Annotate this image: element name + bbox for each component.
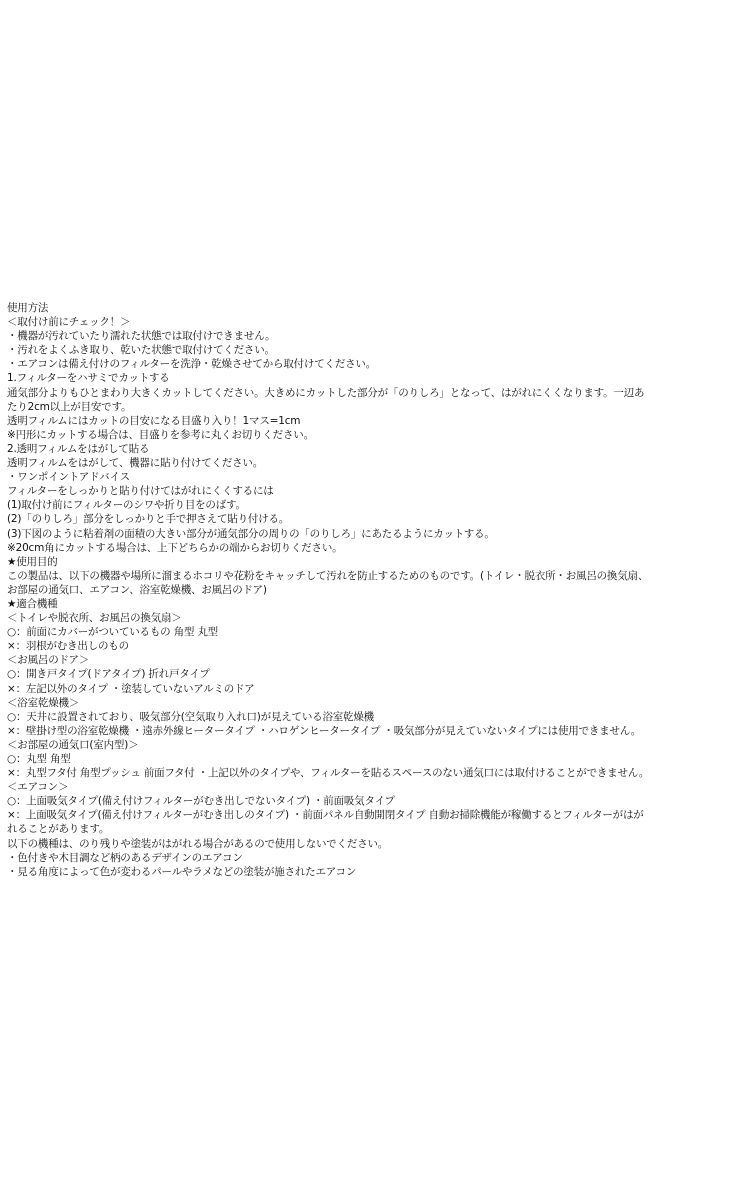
section-heading-compatible: ★適合機種 [7, 597, 58, 610]
step-heading: 1.フィルターをハサミでカットする [7, 372, 170, 385]
incompatible-item: ×：壁掛け型の浴室乾燥機 ・遠赤外線ヒータータイプ ・ハロゲンヒータータイプ ・吸気部分が見えていないタイプには使用できません。 [7, 724, 642, 737]
advice-text: フィルターをしっかりと貼り付けてはがれにくくするには [7, 485, 274, 498]
note-text: ※20cm角にカットする場合は、上下どちらかの端からお切りください。 [7, 541, 343, 554]
step-heading: 2.透明フィルムをはがして貼る [7, 442, 150, 455]
precheck-item: ・エアコンは備え付けのフィルターを洗浄・乾燥させてから取付けてください。 [7, 358, 377, 371]
instructions-document [7, 301, 650, 879]
section-heading-precheck: ＜取付け前にチェック！＞ [7, 316, 131, 329]
incompatible-item: ×：上面吸気タイプ(備え付けフィルターがむき出しのタイプ) ・前面パネル自動開閉タイプ 自動お掃除機能が稼働するとフィルターがはがれることがあります。 [7, 809, 644, 836]
warning-text: 以下の機種は、のり残りや塗装がはがれる場合があるので使用しないでください。 [7, 837, 389, 850]
doc-heading: 使用方法 [7, 302, 49, 314]
category-heading: ＜浴室乾燥機＞ [7, 696, 80, 709]
advice-item: (1)取付け前にフィルターのシワや折り目をのばす。 [7, 499, 246, 512]
compatible-item: ○：天井に設置されており、吸気部分(空気取り入れ口)が見えている浴室乾燥機 [7, 710, 374, 723]
compatible-item: ○：丸型 角型 [7, 753, 71, 765]
advice-item: (3)下図のように粘着剤の面積の大きい部分が通気部分の周りの「のりしろ」にあたるようにカットする。 [7, 527, 495, 540]
compatible-item: ○：上面吸気タイプ(備え付けフィルターがむき出しでないタイプ) ・前面吸気タイプ [7, 795, 395, 808]
warning-item: ・色付きや木目調など柄のあるデザインのエアコン [7, 851, 243, 864]
advice-item: (2)「のりしろ」部分をしっかりと手で押さえて貼り付ける。 [7, 513, 290, 526]
advice-heading: ・ワンポイントアドバイス [7, 471, 130, 484]
step-text: 透明フィルムをはがして、機器に貼り付けてください。 [7, 457, 264, 470]
step-text: 透明フィルムにはカットの目安になる目盛り入り！1マス=1cm [7, 414, 301, 427]
warning-item: ・見る角度によって色が変わるパールやラメなどの塗装が施されたエアコン [7, 865, 357, 878]
purpose-text: この製品は、以下の機器や場所に溜まるホコリや花粉をキャッチして汚れを防止するためのものです。(トイレ・脱衣所・お風呂の換気扇、お部屋の通気口、エアコン、浴室乾燥機、お風呂のドア) [7, 569, 649, 596]
compatible-item: ○：前面にカバーがついているもの 角型 丸型 [7, 626, 218, 639]
incompatible-item: ×：左記以外のタイプ ・塗装していないアルミのドア [7, 682, 255, 695]
section-heading-purpose: ★使用目的 [7, 555, 58, 568]
precheck-item: ・機器が汚れていたり濡れた状態では取付けできません。 [7, 330, 276, 343]
category-heading: ＜エアコン＞ [7, 781, 69, 794]
incompatible-item: ×：丸型フタ付 角型プッシュ 前面フタ付 ・上記以外のタイプや、フィルターを貼るスペースのない通気口には取付けることができません。 [7, 767, 650, 780]
compatible-item: ○：開き戸タイプ(ドアタイプ) 折れ戸タイプ [7, 668, 210, 681]
category-heading: ＜お部屋の通気口(室内型)＞ [7, 738, 139, 751]
precheck-item: ・汚れをよくふき取り、乾いた状態で取付けてください。 [7, 344, 275, 357]
step-text: 通気部分よりもひとまわり大きくカットしてください。大きめにカットした部分が「のりしろ」となって、はがれにくくなります。一辺あたり2cm以上が目安です。 [7, 386, 645, 413]
incompatible-item: ×：羽根がむき出しのもの [7, 640, 129, 653]
note-text: ※円形にカットする場合は、目盛りを参考に丸くお切りください。 [7, 428, 314, 441]
category-heading: ＜トイレや脱衣所、お風呂の換気扇＞ [7, 612, 182, 625]
category-heading: ＜お風呂のドア＞ [7, 654, 90, 667]
